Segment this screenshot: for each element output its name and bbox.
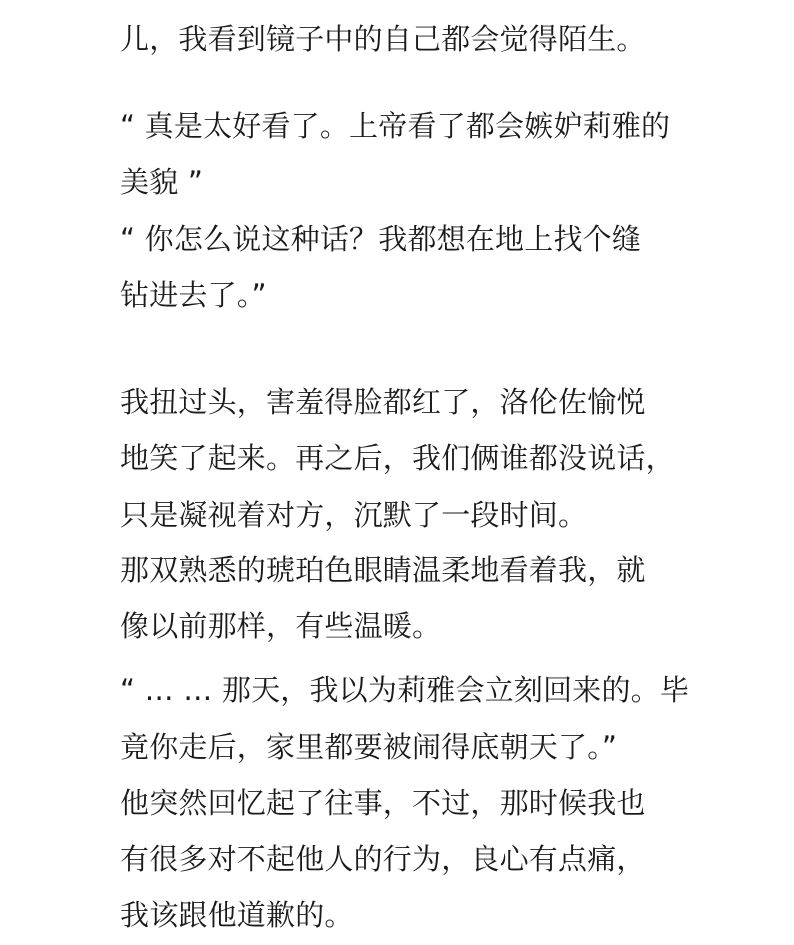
text-line: 地笑了起来。再之后，我们俩谁都没说话， [120, 441, 675, 475]
text-line: 像以前那样，有些温暖。 [120, 609, 442, 643]
text-line: 我该跟他道歉的。 [120, 898, 354, 932]
text-line: 只是凝视着对方，沉默了一段时间。 [120, 498, 588, 532]
text-line: 美貌 ” [120, 165, 204, 199]
text-line: 竟你走后，家里都要被闹得底朝天了。” [120, 730, 618, 764]
text-line: “ … … 那天，我以为莉雅会立刻回来的。毕 [120, 673, 690, 707]
text-line: 那双熟悉的琥珀色眼睛温柔地看着我，就 [120, 553, 646, 587]
text-line: “ 真是太好看了。上帝看了都会嫉妒莉雅的 [120, 109, 671, 143]
text-line: 他突然回忆起了往事，不过，那时候我也 [120, 786, 646, 820]
text-line: “ 你怎么说这种话？我都想在地上找个缝 [120, 222, 642, 256]
text-line: 钻进去了。” [120, 278, 267, 312]
text-line: 我扭过头，害羞得脸都红了，洛伦佐愉悦 [120, 385, 646, 419]
text-line: 儿，我看到镜子中的自己都会觉得陌生。 [120, 22, 646, 56]
text-line: 有很多对不起他人的行为，良心有点痛， [120, 842, 646, 876]
